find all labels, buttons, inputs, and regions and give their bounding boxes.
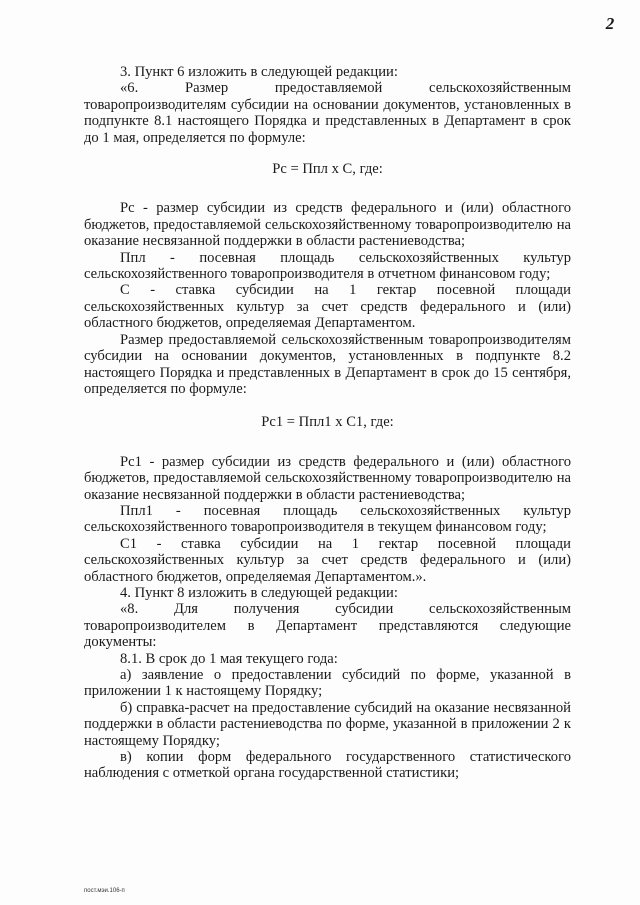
- subpoint-8-1: 8.1. В срок до 1 мая текущего года:: [120, 650, 338, 667]
- definition-ppl1: Ппл1 - посевная площадь сельскохозяйственных культур сельскохозяйственного товаропроизводителя в текущем финансовом году;: [84, 502, 571, 536]
- list-item-a: а) заявление о предоставлении субсидий по форме, указанной в приложении 1 к настоящему Порядку;: [84, 667, 571, 700]
- definition-rs1: Рс1 - размер субсидии из средств федерального и (или) областного бюджетов, предоставляемой сельскохозяйственному товаропроизводителю на оказание несвязанной поддержки в области растениеводства;: [84, 453, 571, 503]
- formula-rs: Рс = Ппл х С, где:: [272, 161, 383, 178]
- list-item-b: б) справка-расчет на предоставление субсидий на оказание несвязанной поддержки в области растениеводства по форме, указанной в приложении 2 к настоящему Порядку;: [84, 699, 571, 749]
- page-number: 2: [605, 14, 615, 33]
- document-body: [84, 64, 571, 782]
- point-8-text: «8. Для получения субсидии сельскохозяйственным товаропроизводителем в Департамент представляются следующие документы:: [84, 601, 571, 651]
- subsidy-size-text: Размер предоставляемой сельскохозяйственным товаропроизводителям субсидии на основании документов, установленных в подпункте 8.2 настоящего Порядка и представленных в Департамент в срок до 15 сентября, определяется по формуле:: [84, 331, 571, 397]
- list-item-v: в) копии форм федерального государственного статистического наблюдения с отметкой органа государственной статистики;: [84, 749, 571, 782]
- point-6-text: «6. Размер предоставляемой сельскохозяйственным товаропроизводителям субсидии на основании документов, установленных в подпункте 8.1 настоящего Порядка и представленных в Департамент в срок до 1 мая, определяется по формуле:: [84, 80, 571, 146]
- definition-c1: С1 - ставка субсидии на 1 гектар посевной площади сельскохозяйственных культур за счет средств федерального и (или) областного бюджетов, определяемая Департаментом.».: [84, 535, 571, 585]
- footer-code: пост.мэи.106-п: [84, 888, 125, 894]
- definition-ppl: Ппл - посевная площадь сельскохозяйственных культур сельскохозяйственного товаропроизводителя в отчетном финансовом году;: [84, 249, 571, 283]
- definition-rs: Рс - размер субсидии из средств федерального и (или) областного бюджетов, предоставляемой сельскохозяйственному товаропроизводителю на оказание несвязанной поддержки в области растениеводства;: [84, 200, 571, 250]
- item-3-heading: 3. Пункт 6 изложить в следующей редакции:: [120, 64, 398, 80]
- definition-c: С - ставка субсидии на 1 гектар посевной площади сельскохозяйственных культур за счет средств федерального и (или) областного бюджетов, определяемая Департаментом.: [84, 282, 571, 332]
- formula-rs1: Рс1 = Ппл1 х С1, где:: [261, 414, 394, 431]
- item-4-heading: 4. Пункт 8 изложить в следующей редакции:: [120, 584, 398, 601]
